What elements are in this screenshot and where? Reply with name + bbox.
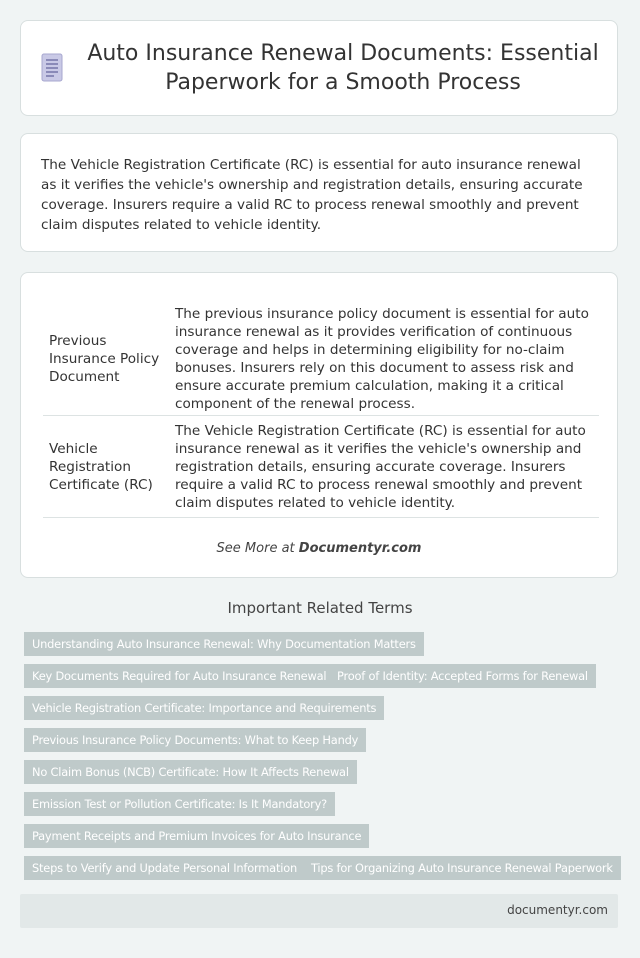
documents-table-card bbox=[20, 272, 618, 578]
see-more-site: Documentyr.com bbox=[298, 541, 422, 556]
header-card bbox=[20, 20, 618, 116]
intro-card bbox=[20, 133, 618, 252]
description-cell: The previous insurance policy document is essential for auto insurance renewal as it provides verification of continuous coverage and helps in determining eligibility for no-claim bonuses. Insurers rely on this document to assess risk and ensure accurate premium calculation, making it a critical component of the renewal process. bbox=[165, 302, 599, 416]
related-term-tag[interactable]: Key Documents Required for Auto Insurance Renewal bbox=[24, 664, 334, 688]
footer bbox=[20, 894, 618, 928]
related-term-tag[interactable]: No Claim Bonus (NCB) Certificate: How It Affects Renewal bbox=[24, 760, 357, 784]
related-term-tag[interactable]: Proof of Identity: Accepted Forms for Renewal bbox=[329, 664, 596, 688]
table-row bbox=[43, 302, 599, 416]
related-term-tag[interactable]: Payment Receipts and Premium Invoices for Auto Insurance bbox=[24, 824, 369, 848]
related-terms-title: Important Related Terms bbox=[227, 599, 413, 617]
related-term-tag[interactable]: Understanding Auto Insurance Renewal: Why Documentation Matters bbox=[24, 632, 424, 656]
related-term-tag[interactable]: Emission Test or Pollution Certificate: Is It Mandatory? bbox=[24, 792, 335, 816]
footer-site-link[interactable]: documentyr.com bbox=[507, 903, 608, 917]
related-term-tag[interactable]: Previous Insurance Policy Documents: What to Keep Handy bbox=[24, 728, 366, 752]
term-cell: Vehicle Registration Certificate (RC) bbox=[43, 416, 165, 518]
document-icon bbox=[39, 52, 65, 84]
related-term-tag[interactable]: Steps to Verify and Update Personal Information bbox=[24, 856, 305, 880]
see-more-prefix: See More at bbox=[216, 541, 299, 556]
related-term-tag[interactable]: Vehicle Registration Certificate: Importance and Requirements bbox=[24, 696, 384, 720]
intro-paragraph: The Vehicle Registration Certificate (RC) is essential for auto insurance renewal as it verifies the vehicle's ownership and registration details, ensuring accurate coverage. Insurers require a valid RC to process renewal smoothly and prevent claim disputes related to vehicle identity. bbox=[41, 157, 583, 233]
see-more-link[interactable] bbox=[21, 541, 617, 556]
related-term-tag[interactable]: Tips for Organizing Auto Insurance Renewal Paperwork bbox=[303, 856, 621, 880]
page-title: Auto Insurance Renewal Documents: Essential Paperwork for a Smooth Process bbox=[87, 41, 599, 95]
description-cell: The Vehicle Registration Certificate (RC) is essential for auto insurance renewal as it verifies the vehicle's ownership and registration details, ensuring accurate coverage. Insurers require a valid RC to process renewal smoothly and prevent claim disputes related to vehicle identity. bbox=[165, 416, 599, 518]
table-row bbox=[43, 416, 599, 518]
documents-table bbox=[43, 302, 599, 518]
term-cell: Previous Insurance Policy Document bbox=[43, 302, 165, 416]
